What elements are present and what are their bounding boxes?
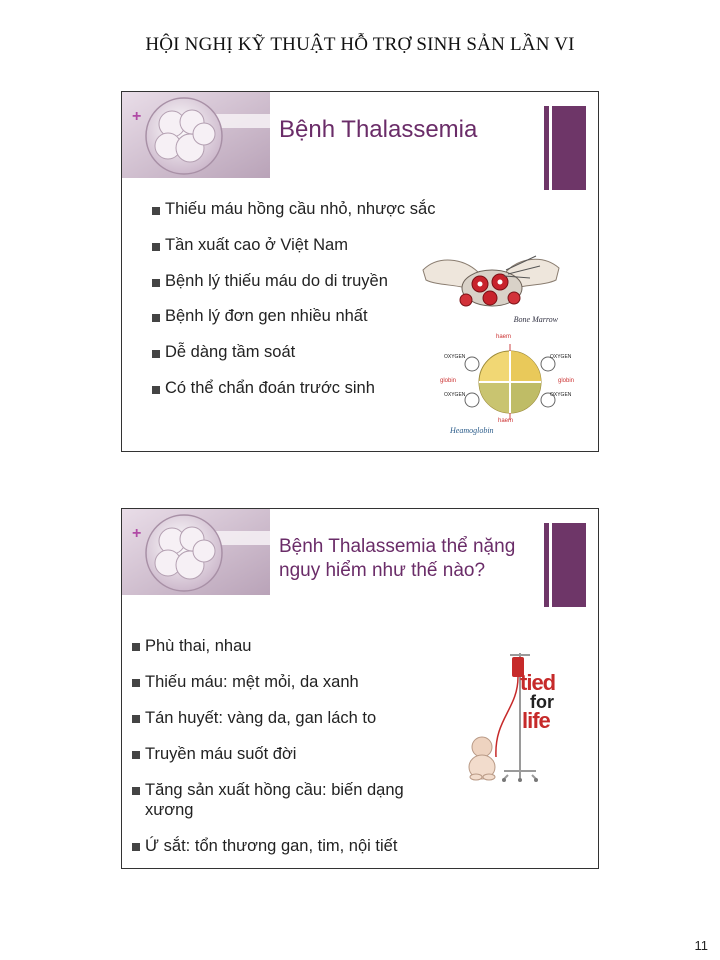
bullet-square-icon [132, 787, 140, 795]
life-text: life [522, 708, 550, 733]
oxygen-label: OXYGEN [444, 354, 466, 360]
list-item: Có thể chẩn đoán trước sinh [152, 379, 435, 415]
bullet-list [152, 200, 435, 415]
globin-label: globin [440, 378, 457, 384]
bone-marrow-caption: Bone Marrow [513, 315, 558, 324]
list-item: Thiếu máu hồng cầu nhỏ, nhược sắc [152, 200, 435, 236]
plus-icon: + [132, 525, 142, 542]
bullet-square-icon [152, 207, 160, 215]
bullet-square-icon [152, 386, 160, 394]
bullet-square-icon [132, 679, 140, 687]
bone-marrow-illustration [418, 250, 564, 326]
tied-for-life-illustration [464, 649, 574, 784]
list-item: Phù thai, nhau [132, 636, 442, 656]
bullet-square-icon [132, 643, 140, 651]
accent-bars [544, 523, 586, 607]
list-item: Tần xuất cao ở Việt Nam [152, 236, 435, 272]
bullet-square-icon [152, 243, 160, 251]
list-item: Thiếu máu: mệt mỏi, da xanh [132, 672, 442, 692]
oxygen-label: OXYGEN [550, 392, 572, 398]
bullet-square-icon [132, 843, 140, 851]
bullet-square-icon [152, 279, 160, 287]
accent-bars [544, 106, 586, 190]
oxygen-label: OXYGEN [550, 354, 572, 360]
hemoglobin-caption: Heamoglobin [450, 426, 494, 435]
globin-label: globin [558, 378, 575, 384]
page-number: 11 [694, 938, 708, 953]
oxygen-label: OXYGEN [444, 392, 466, 398]
list-item: Bệnh lý thiếu máu do di truyền [152, 272, 435, 308]
slide-title: Bệnh Thalassemia thể nặng nguy hiểm như thế nào? [279, 536, 516, 581]
list-item: Truyền máu suốt đời [132, 744, 442, 764]
for-text: for [530, 692, 554, 712]
haem-label: haem [498, 418, 514, 424]
tied-text: tied [520, 670, 556, 695]
slide-title: Bệnh Thalassemia [279, 116, 478, 143]
list-item: Tán huyết: vàng da, gan lách to [132, 708, 442, 728]
haem-label: haem [496, 334, 512, 340]
bullet-list [132, 636, 442, 869]
bullet-square-icon [132, 715, 140, 723]
bullet-square-icon [152, 350, 160, 358]
embryo-micrograph [122, 92, 270, 178]
bullet-square-icon [132, 751, 140, 759]
slide-2 [121, 508, 599, 869]
bullet-square-icon [152, 314, 160, 322]
page-header: HỘI NGHỊ KỸ THUẬT HỖ TRỢ SINH SẢN LẦN VI [145, 34, 575, 55]
list-item: Dễ dàng tầm soát [152, 343, 435, 379]
plus-icon: + [132, 108, 142, 125]
list-item: Bệnh lý đơn gen nhiều nhất [152, 307, 435, 343]
hemoglobin-diagram [440, 334, 580, 440]
list-item: Tăng sản xuất hồng cầu: biến dạng xương [132, 780, 442, 820]
embryo-micrograph [122, 509, 270, 595]
slide-1 [121, 91, 599, 452]
list-item: Ứ sắt: tổn thương gan, tim, nội tiết [132, 836, 442, 856]
